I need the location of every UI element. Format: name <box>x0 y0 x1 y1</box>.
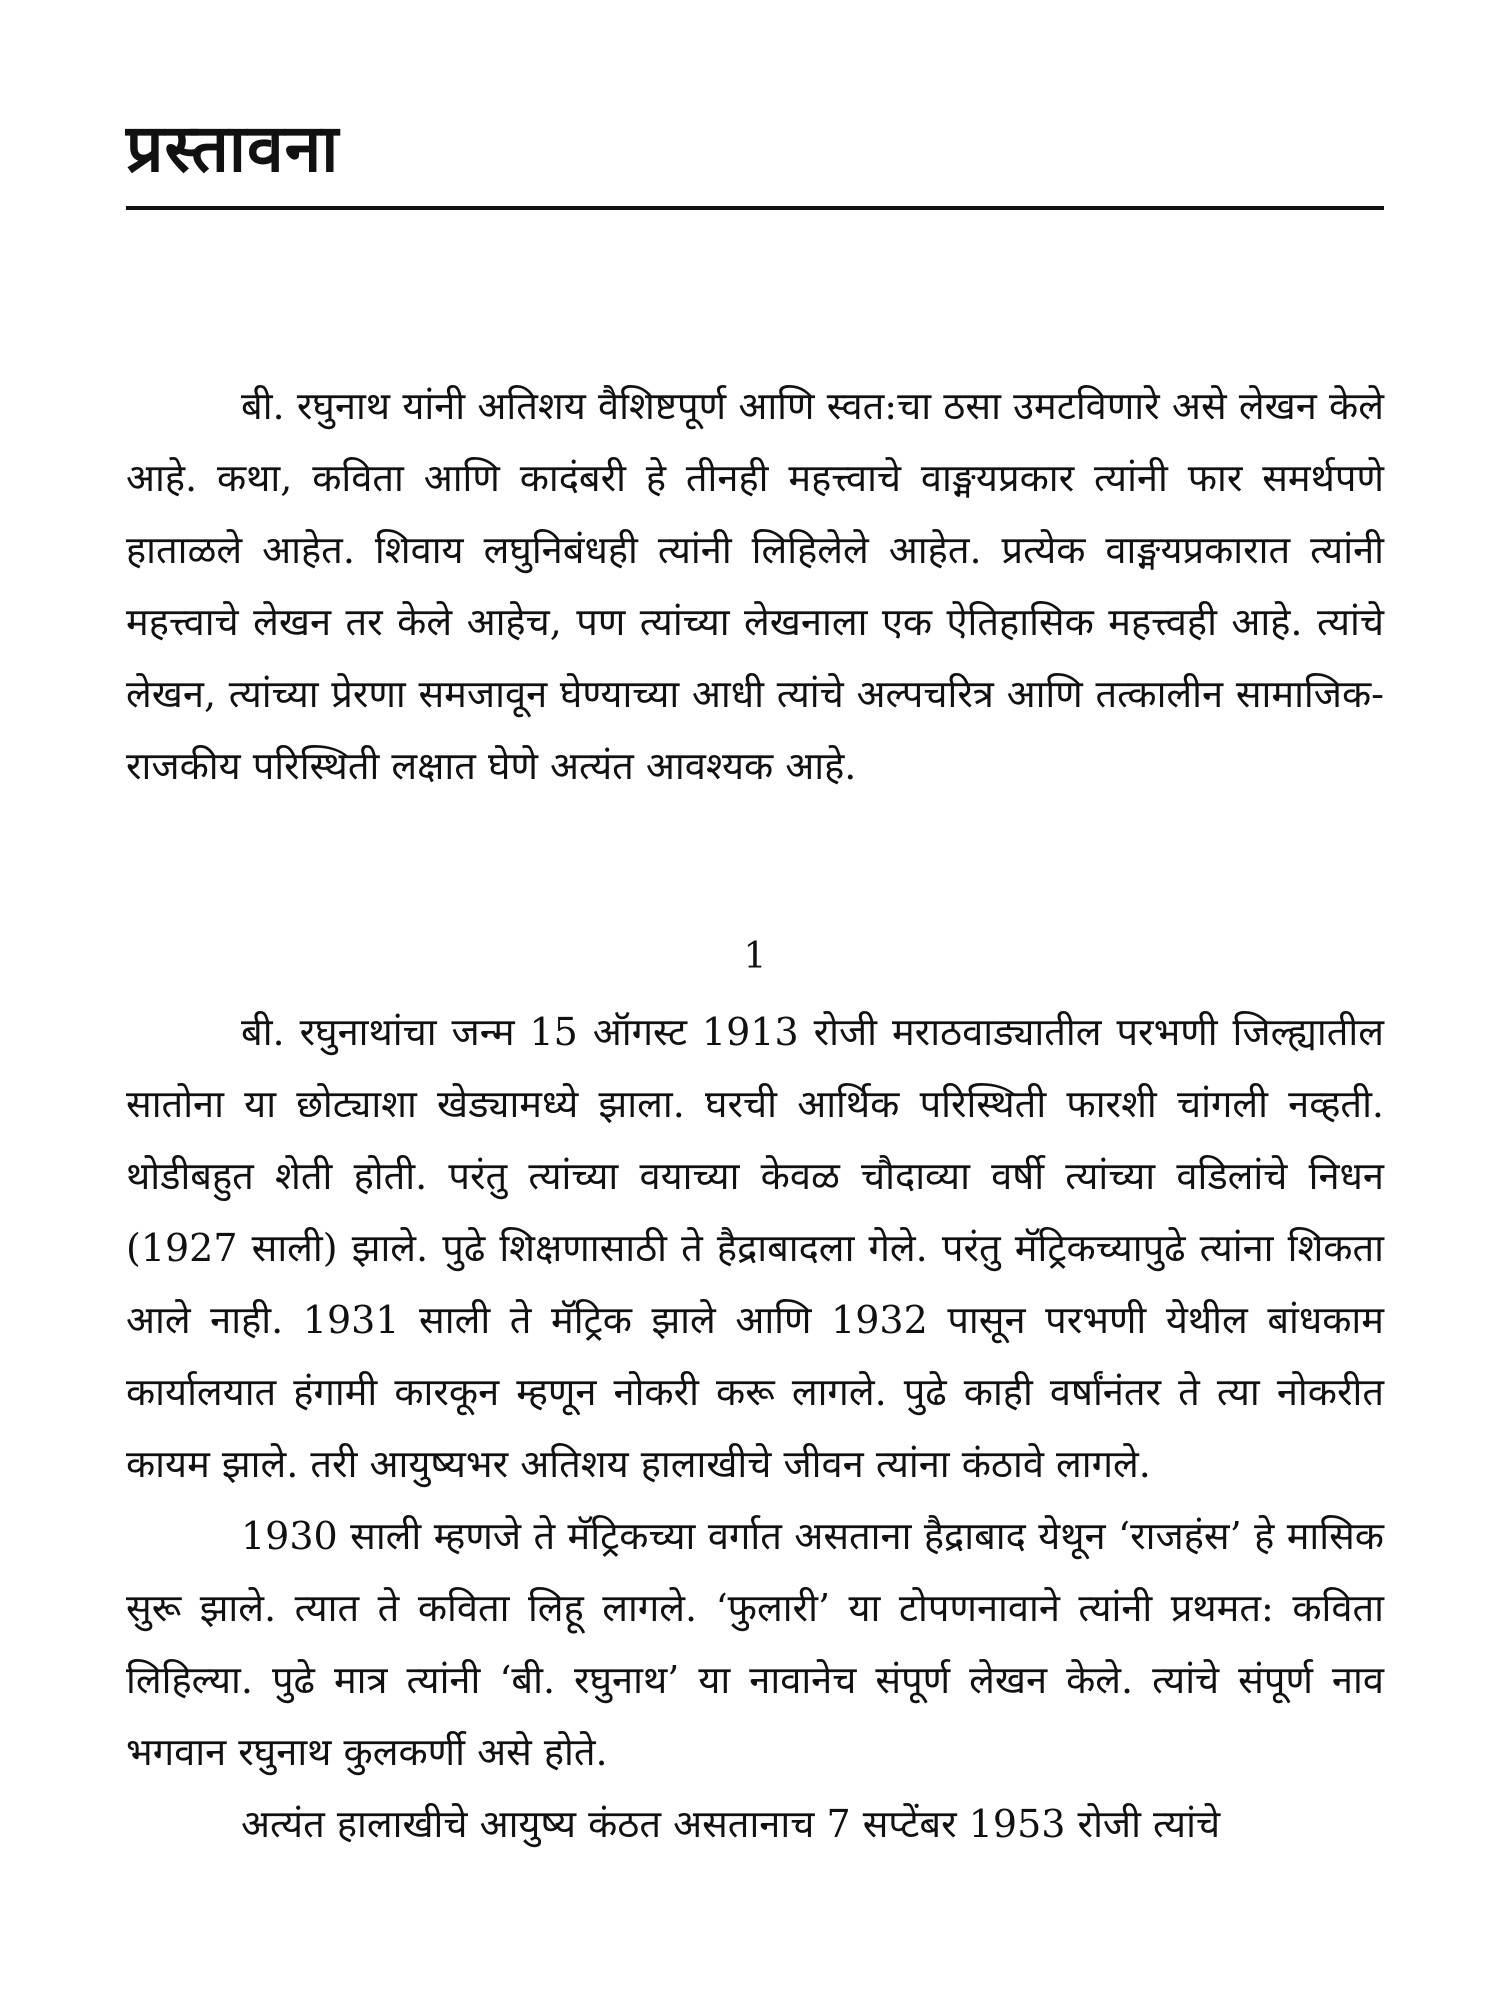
title-rule <box>126 206 1384 210</box>
body-paragraph: बी. रघुनाथांचा जन्म 15 ऑगस्ट 1913 रोजी मराठवाड्यातील परभणी जिल्ह्यातील सातोना या छोट्याशा खेड्यामध्ये झाला. घरची आर्थिक परिस्थिती फारशी चांगली नव्हती. थोडीबहुत शेती होती. परंतु त्यांच्या वयाच्या केवळ चौदाव्या वर्षी त्यांच्या वडिलांचे निधन (1927 साली) झाले. पुढे शिक्षणासाठी ते हैद्राबादला गेले. परंतु मॅट्रिकच्यापुढे त्यांना शिकता आले नाही. 1931 साली ते मॅट्रिक झाले आणि 1932 पासून परभणी येथील बांधकाम कार्यालयात हंगामी कारकून म्हणून नोकरी करू लागले. पुढे काही वर्षांनंतर ते त्या नोकरीत कायम झाले. तरी आयुष्यभर अतिशय हालाखीचे जीवन त्यांना कंठावे लागले. <box>126 1010 1384 1486</box>
intro-paragraph: बी. रघुनाथ यांनी अतिशय वैशिष्टपूर्ण आणि स्वत:चा ठसा उमटविणारे असे लेखन केले आहे. कथा, कविता आणि कादंबरी हे तीनही महत्त्वाचे वाङ्मयप्रकार त्यांनी फार समर्थपणे हाताळले आहेत. शिवाय लघुनिबंधही त्यांनी लिहिलेले आहेत. प्रत्येक वाङ्मयप्रकारात त्यांनी महत्त्वाचे लेखन तर केले आहेच, पण त्यांच्या लेखनाला एक ऐतिहासिक महत्त्वही आहे. त्यांचे लेखन, त्यांच्या प्रेरणा समजावून घेण्याच्या आधी त्यांचे अल्पचरित्र आणि तत्कालीन सामाजिक-राजकीय परिस्थिती लक्षात घेणे अत्यंत आवश्यक आहे. <box>126 384 1384 788</box>
page-title: प्रस्तावना <box>126 109 340 187</box>
section-number: 1 <box>743 936 767 977</box>
section-1 <box>126 930 1384 1860</box>
body-paragraph: 1930 साली म्हणजे ते मॅट्रिकच्या वर्गात असताना हैद्राबाद येथून ‘राजहंस’ हे मासिक सुरू झाले. त्यात ते कविता लिहू लागले. ‘फुलारी’ या टोपणनावाने त्यांनी प्रथमत: कविता लिहिल्या. पुढे मात्र त्यांनी ‘बी. रघुनाथ’ या नावानेच संपूर्ण लेखन केले. त्यांचे संपूर्ण नाव भगवान रघुनाथ कुलकर्णी असे होते. <box>126 1514 1384 1774</box>
intro-block <box>126 370 1384 802</box>
body-paragraph: अत्यंत हालाखीचे आयुष्य कंठत असतानाच 7 सप्टेंबर 1953 रोजी त्यांचे <box>241 1802 1221 1846</box>
